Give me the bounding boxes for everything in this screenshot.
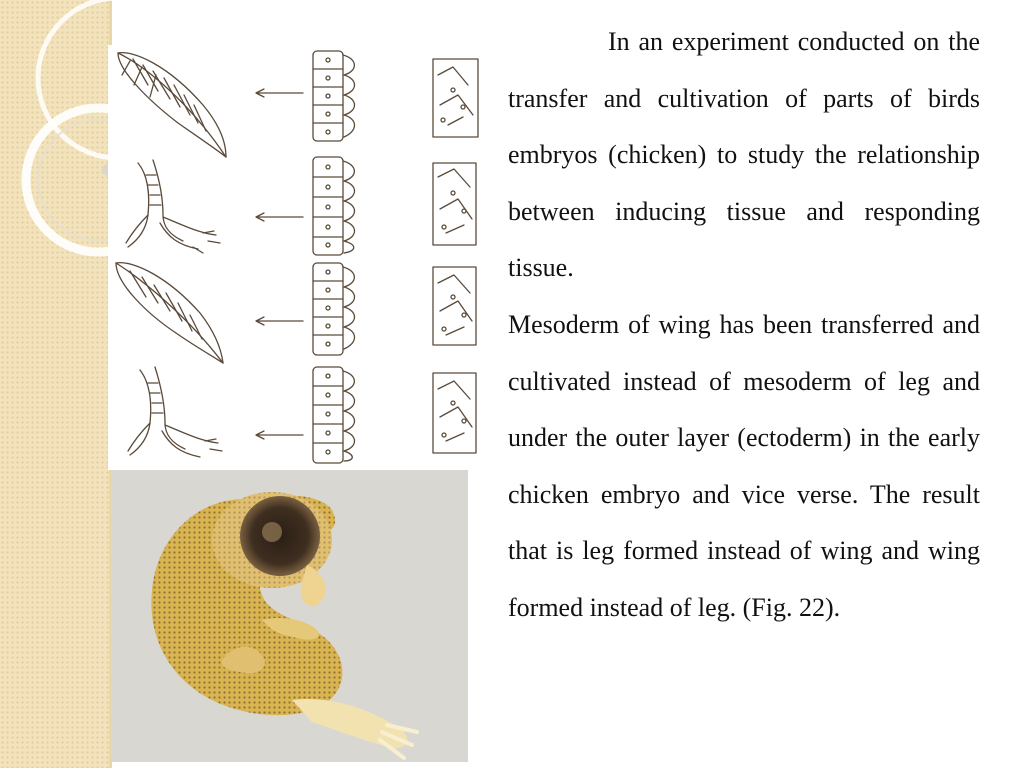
arrow-2: [256, 213, 303, 221]
embryo-illustration: [112, 470, 468, 762]
body-text: [508, 14, 980, 637]
cell-column-4: [313, 367, 355, 463]
leg-sketch-1: [126, 160, 220, 253]
arrow-4: [256, 431, 303, 439]
embryo-transplant-diagram: [108, 45, 480, 470]
cell-column-1: [313, 51, 355, 141]
mesoderm-block-4: [433, 373, 476, 453]
paragraph-2: Mesoderm of wing has been transferred and cultivated instead of mesoderm of leg and under the outer layer (ectoderm) in the early chicken embryo and vice verse. The result that is leg formed instead of wing and wing formed instead of leg. (Fig. 22).: [508, 309, 980, 622]
diagram-drawing: [108, 45, 480, 470]
cell-column-3: [313, 263, 355, 355]
cell-column-2: [313, 157, 355, 255]
arrow-3: [256, 317, 303, 325]
mesoderm-block-3: [433, 267, 476, 345]
chicken-embryo-photo: [112, 470, 468, 762]
feather-sketch-1: [118, 53, 226, 157]
leg-sketch-2: [128, 367, 222, 457]
arrow-1: [256, 89, 303, 97]
paragraph-1: In an experiment conducted on the transfer and cultivation of parts of birds embryos (chicken) to study the relationship between inducing tissue and responding tissue.: [508, 27, 980, 283]
mesoderm-block-2: [433, 163, 476, 245]
feather-sketch-2: [116, 263, 223, 363]
mesoderm-block-1: [433, 59, 478, 137]
